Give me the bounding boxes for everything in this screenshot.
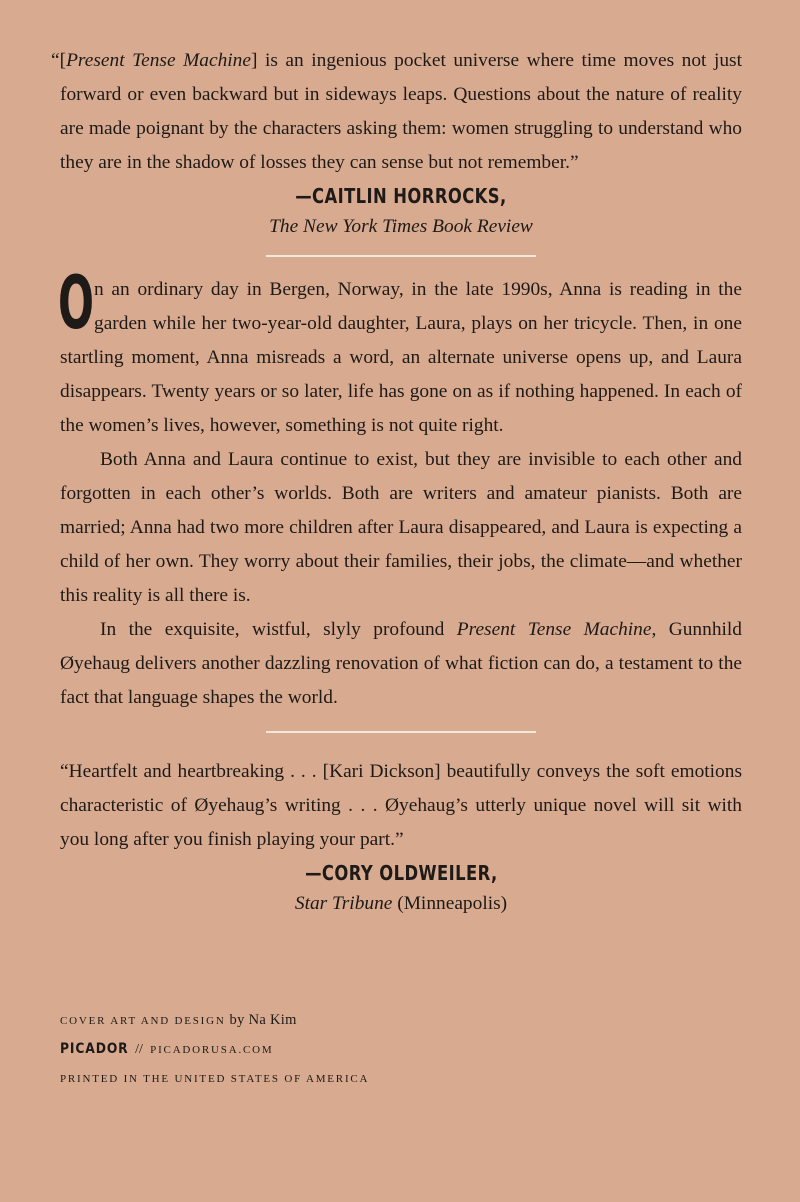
description-paragraph-2: Both Anna and Laura continue to exist, but they are invisible to each other and forgotten in each other’s worlds. Both are writers and amateur pianists. Both are married; Anna had two more children after Laura disappeared, and Laura is expecting a child of her own. They worry about their families, their jobs, the climate—and whether this reality is all there is.: [60, 449, 742, 606]
book-title-italic: Present Tense Machine: [66, 50, 251, 71]
printed-line: [60, 1068, 369, 1097]
publication-location: (Minneapolis): [392, 893, 508, 914]
cover-credit-designer: by Na Kim: [225, 1012, 297, 1028]
review-quote-oldweiler: “Heartfelt and heartbreaking . . . [Kari Dickson] beautifully conveys the soft emotions characteristic of Øyehaug’s writing . . . Øyehaug’s utterly unique novel will sit with you long after you finish playing your part.”: [60, 761, 742, 850]
credits-block: [60, 1010, 369, 1097]
printed-in: PRINTED IN THE UNITED STATES OF AMERICA: [60, 1073, 370, 1085]
quote-body: ] is an ingenious pocket universe where time moves not just forward or even backward but in sideways leaps. Questions about the nature of reality are made poignant by the characters asking them: women struggling to understand who they are in the shadow of losses they can sense but not remember.”: [60, 50, 742, 173]
book-title-italic: Present Tense Machine: [456, 619, 652, 640]
review-quote-horrocks: [51, 44, 742, 180]
paragraph-text: In the exquisite, wistful, slyly profound: [100, 619, 457, 640]
description-paragraph-3: [60, 613, 742, 715]
publisher-website: PICADORUSA.COM: [150, 1044, 274, 1056]
reviewer-name: —CORY OLDWEILER,: [304, 861, 498, 885]
divider-rule: [266, 731, 536, 733]
publication-name: The New York Times Book Review: [269, 216, 533, 237]
paragraph-text: , Gunnhild Øyehaug delivers another dazzling renovation of what fiction can do, a testament to the fact that language shapes the world.: [60, 619, 742, 708]
separator: //: [135, 1042, 143, 1057]
description-paragraph-1: [58, 261, 742, 443]
publisher-logo: PICADOR: [60, 1041, 129, 1057]
cover-credit-label: COVER ART AND DESIGN: [60, 1015, 226, 1027]
attribution-horrocks: [60, 181, 742, 243]
publisher-line: [60, 1039, 369, 1068]
quote-open-bracket: “[: [51, 50, 67, 71]
drop-cap: O: [58, 261, 94, 346]
divider-rule: [266, 255, 536, 257]
publication-name: Star Tribune: [294, 893, 393, 914]
attribution-oldweiler: [60, 858, 742, 920]
cover-credit: [60, 1010, 369, 1039]
reviewer-name: —CAITLIN HORROCKS,: [295, 184, 507, 208]
paragraph-text: n an ordinary day in Bergen, Norway, in the late 1990s, Anna is reading in the garden while her two-year-old daughter, Laura, plays on her tricycle. Then, in one startling moment, Anna misreads a word, an alternate universe opens up, and Laura disappears. Twenty years or so later, life has gone on as if nothing happened. In each of the women’s lives, however, something is not quite right.: [60, 279, 742, 436]
back-cover-content: [51, 44, 742, 920]
